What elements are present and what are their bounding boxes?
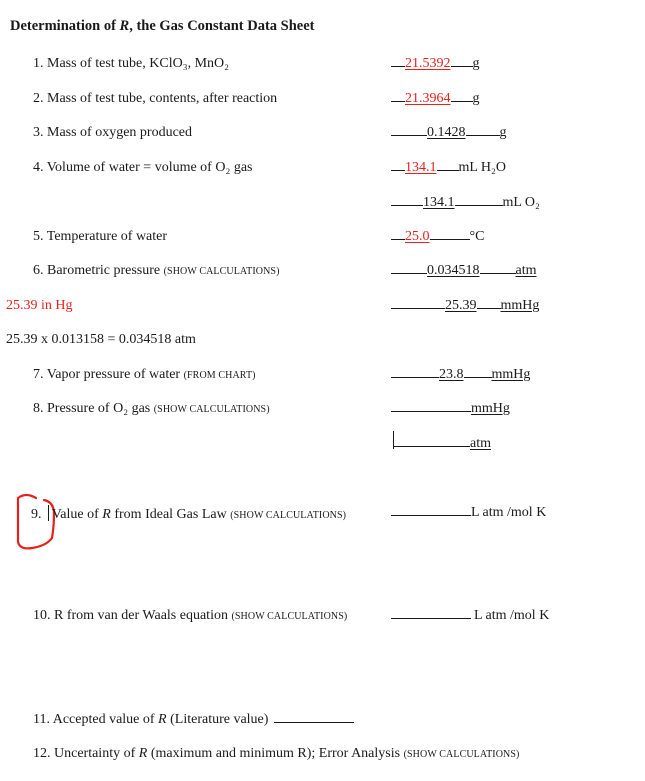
q7-note: (FROM CHART) [183, 370, 256, 381]
q9-answer [391, 505, 546, 521]
q2-label: 2. Mass of test tube, contents, after reaction [33, 91, 278, 106]
q10-label-text: 10. R from van der Waals equation [33, 608, 232, 623]
q10-note: (SHOW CALCULATIONS) [231, 611, 348, 622]
q10-label [33, 608, 347, 624]
q4-unit: mL H₂O [458, 160, 507, 175]
q11-label-pre: 11. Accepted value of [33, 712, 159, 727]
q2-answer [391, 91, 480, 107]
q9-label-pre: Value of [48, 507, 103, 522]
q10-unit: L atm /mol K [474, 608, 550, 623]
q4-label: 4. Volume of water = volume of O₂ gas [33, 160, 253, 175]
q1-value: 21.5392 [405, 56, 451, 71]
q8-unit: mmHg [471, 401, 510, 416]
q12-var: R [138, 746, 148, 761]
q9-label-post: from Ideal Gas Law [110, 507, 231, 522]
q7-label-text: 7. Vapor pressure of water [33, 367, 184, 382]
title-suffix: , the Gas Constant Data Sheet [129, 18, 315, 34]
work-line-2: 25.39 x 0.013158 = 0.034518 atm [6, 332, 196, 347]
q7-unit: mmHg [491, 367, 531, 382]
q8-label-text: 8. Pressure of O₂ gas [33, 401, 154, 416]
q12-note: (SHOW CALCULATIONS) [403, 749, 520, 760]
q6-label [33, 263, 280, 279]
q1-label: 1. Mass of test tube, KClO₃, MnO₂ [33, 56, 230, 71]
q5-answer [391, 229, 484, 245]
q11-blank [274, 721, 354, 723]
q3-value: 0.1428 [427, 125, 466, 140]
q4-answer [391, 160, 506, 176]
q4-unit-2: mL O₂ [502, 195, 540, 210]
q3-unit: g [499, 125, 507, 140]
q5-label: 5. Temperature of water [33, 229, 168, 244]
q6-unit: atm [515, 263, 537, 278]
q3-answer [391, 125, 507, 141]
q7-value: 23.8 [439, 367, 464, 382]
q11-label-post: (Literature value) [166, 712, 269, 727]
page-title [10, 18, 314, 35]
q11-var: R [158, 712, 167, 727]
q12-label [33, 746, 519, 762]
q6-answer [391, 263, 537, 279]
work-line-1: 25.39 in Hg [6, 298, 73, 313]
q8-unit-2: atm [470, 436, 491, 451]
q6-value: 0.034518 [427, 263, 480, 278]
q8-answer [391, 401, 510, 417]
q4-value: 134.1 [405, 160, 437, 175]
q2-value: 21.3964 [405, 91, 451, 106]
q12-label-post: (maximum and minimum R); Error Analysis [147, 746, 404, 761]
q7-label [33, 367, 256, 383]
q5-value: 25.0 [405, 229, 430, 244]
title-var: R [119, 18, 130, 34]
q10-answer [391, 608, 549, 624]
q6-label-text: 6. Barometric pressure [33, 263, 164, 278]
q5-unit: °C [469, 229, 485, 244]
q4-value-2: 134.1 [423, 195, 455, 210]
work1-value: 25.39 [445, 298, 477, 313]
q1-unit: g [472, 56, 480, 71]
q1-answer [391, 56, 480, 72]
q4-answer-2 [391, 195, 540, 211]
title-prefix: Determination of [10, 18, 120, 34]
q7-answer [391, 367, 530, 383]
q9-num: 9. [31, 507, 42, 522]
q8-answer-2 [394, 436, 491, 452]
q8-note: (SHOW CALCULATIONS) [153, 404, 270, 415]
q2-unit: g [472, 91, 480, 106]
q8-label [33, 401, 270, 417]
q9-note: (SHOW CALCULATIONS) [230, 510, 347, 521]
work1-answer [391, 298, 539, 314]
q9-var: R [102, 507, 111, 522]
q12-label-pre: 12. Uncertainty of [33, 746, 139, 761]
q6-note: (SHOW CALCULATIONS) [163, 266, 280, 277]
q9-unit: L atm /mol K [471, 505, 547, 520]
q11-label [33, 712, 354, 728]
work1-unit: mmHg [500, 298, 540, 313]
q3-label: 3. Mass of oxygen produced [33, 125, 193, 140]
q9-label [31, 505, 346, 523]
